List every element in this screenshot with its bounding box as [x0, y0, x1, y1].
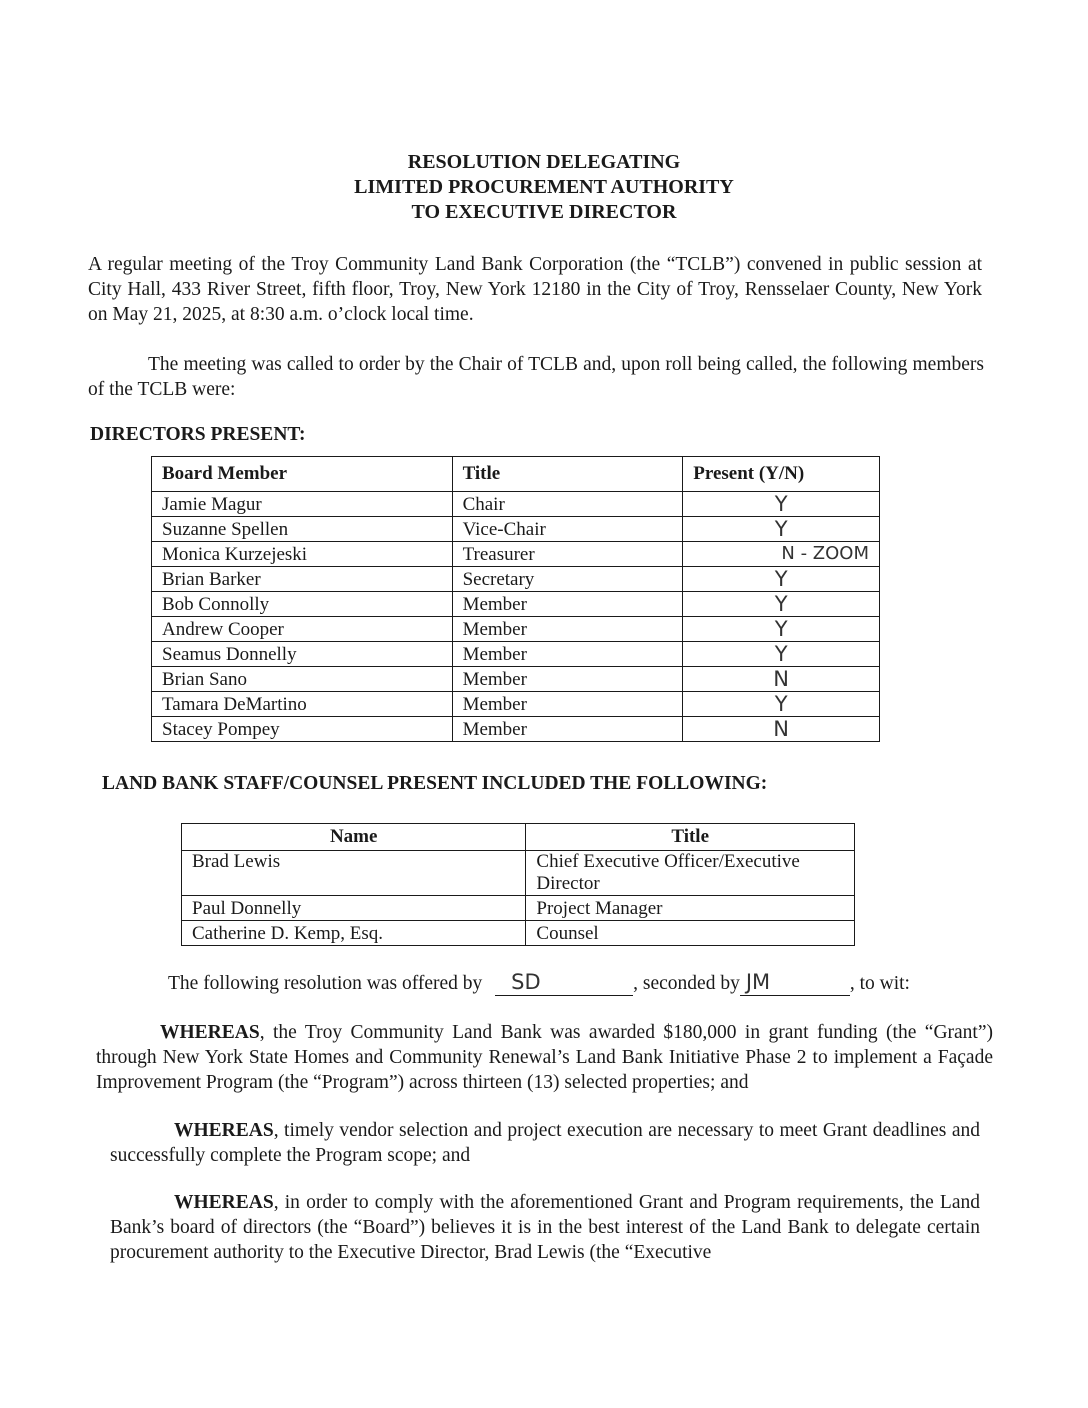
- staff-name: Catherine D. Kemp, Esq.: [182, 921, 526, 946]
- table-row: [182, 896, 855, 921]
- member-name: Jamie Magur: [152, 492, 453, 517]
- staff-title: Project Manager: [526, 896, 855, 921]
- table-row: [152, 492, 880, 517]
- table-row: [152, 517, 880, 542]
- whereas-text: , the Troy Community Land Bank was awarded $180,000 in grant funding (the “Grant”) through New York State Homes and Community Renewal’s Land Bank Initiative Phase 2 to implement a Façade Improvement Program (the “Program”) across thirteen (13) selected properties; and: [96, 1022, 993, 1093]
- intro-paragraph: A regular meeting of the Troy Community Land Bank Corporation (the “TCLB”) convened in public session at City Hall, 433 River Street, fifth floor, Troy, New York 12180 in the City of Troy, Rensselaer County, New York on May 21, 2025, at 8:30 a.m. o’clock local time.: [88, 254, 982, 325]
- column-header-name: Name: [182, 824, 526, 851]
- member-title: Vice-Chair: [452, 517, 683, 542]
- whereas-keyword: WHEREAS: [174, 1120, 274, 1141]
- resolution-title: [0, 150, 1088, 225]
- table-row: [152, 667, 880, 692]
- motion-line: [168, 970, 968, 996]
- staff-name: Paul Donnelly: [182, 896, 526, 921]
- member-title: Member: [452, 692, 683, 717]
- column-header-board-member: Board Member: [152, 457, 453, 492]
- table-row: [152, 567, 880, 592]
- handwritten-present-mark: N: [683, 667, 880, 692]
- motion-middle: , seconded by: [633, 973, 740, 994]
- member-title: Member: [452, 617, 683, 642]
- table-row: [182, 921, 855, 946]
- member-name: Tamara DeMartino: [152, 692, 453, 717]
- table-row: [152, 617, 880, 642]
- handwritten-present-mark: N: [683, 717, 880, 742]
- member-title: Treasurer: [452, 542, 683, 567]
- seconded-by-initials: JM: [740, 970, 850, 996]
- table-row: [182, 851, 855, 896]
- staff-header-row: [182, 824, 855, 851]
- staff-title: Counsel: [526, 921, 855, 946]
- table-row: [152, 692, 880, 717]
- member-name: Brian Sano: [152, 667, 453, 692]
- handwritten-present-mark: N - ZOOM: [683, 542, 880, 567]
- staff-heading: LAND BANK STAFF/COUNSEL PRESENT INCLUDED THE FOLLOWING:: [102, 773, 768, 794]
- column-header-present: Present (Y/N): [683, 457, 880, 492]
- handwritten-present-mark: Y: [683, 642, 880, 667]
- member-title: Member: [452, 642, 683, 667]
- whereas-keyword: WHEREAS: [160, 1022, 260, 1043]
- table-row: [152, 592, 880, 617]
- title-line-2: LIMITED PROCUREMENT AUTHORITY: [354, 176, 734, 198]
- member-name: Suzanne Spellen: [152, 517, 453, 542]
- table-row: [152, 717, 880, 742]
- handwritten-present-mark: Y: [683, 492, 880, 517]
- whereas-paragraph-2: [110, 1118, 980, 1168]
- member-name: Bob Connolly: [152, 592, 453, 617]
- member-title: Member: [452, 717, 683, 742]
- roll-call-paragraph: The meeting was called to order by the Chair of TCLB and, upon roll being called, the following members of the TCLB were:: [88, 354, 984, 400]
- member-title: Member: [452, 667, 683, 692]
- member-title: Secretary: [452, 567, 683, 592]
- column-header-title: Title: [452, 457, 683, 492]
- handwritten-present-mark: Y: [683, 567, 880, 592]
- whereas-text: , timely vendor selection and project execution are necessary to meet Grant deadlines and successfully complete the Program scope; and: [110, 1120, 980, 1166]
- title-line-3: TO EXECUTIVE DIRECTOR: [411, 201, 677, 223]
- motion-suffix: , to wit:: [849, 973, 910, 994]
- directors-table: [151, 456, 880, 742]
- handwritten-present-mark: Y: [683, 617, 880, 642]
- member-title: Member: [452, 592, 683, 617]
- handwritten-present-mark: Y: [683, 692, 880, 717]
- table-row: [152, 642, 880, 667]
- staff-title: Chief Executive Officer/Executive Director: [526, 851, 855, 896]
- staff-table: [181, 823, 855, 946]
- member-name: Stacey Pompey: [152, 717, 453, 742]
- member-name: Seamus Donnelly: [152, 642, 453, 667]
- table-row: [152, 542, 880, 567]
- whereas-text: , in order to comply with the aforementioned Grant and Program requirements, the Land Bank’s board of directors (the “Board”) believes it is in the best interest of the Land Bank to delegate certain procurement authority to the Executive Director, Brad Lewis (the “Executive: [110, 1192, 980, 1263]
- title-line-1: RESOLUTION DELEGATING: [407, 151, 681, 173]
- member-name: Monica Kurzejeski: [152, 542, 453, 567]
- whereas-keyword: WHEREAS: [174, 1192, 274, 1213]
- handwritten-present-mark: Y: [683, 517, 880, 542]
- offered-by-initials: SD: [495, 970, 633, 996]
- column-header-title: Title: [526, 824, 855, 851]
- staff-name: Brad Lewis: [182, 851, 526, 896]
- whereas-paragraph-3: [110, 1190, 980, 1265]
- whereas-paragraph-1: [96, 1020, 993, 1095]
- member-name: Andrew Cooper: [152, 617, 453, 642]
- handwritten-present-mark: Y: [683, 592, 880, 617]
- directors-heading: DIRECTORS PRESENT:: [90, 424, 306, 445]
- directors-header-row: [152, 457, 880, 492]
- member-title: Chair: [452, 492, 683, 517]
- member-name: Brian Barker: [152, 567, 453, 592]
- motion-prefix: The following resolution was offered by: [168, 973, 483, 994]
